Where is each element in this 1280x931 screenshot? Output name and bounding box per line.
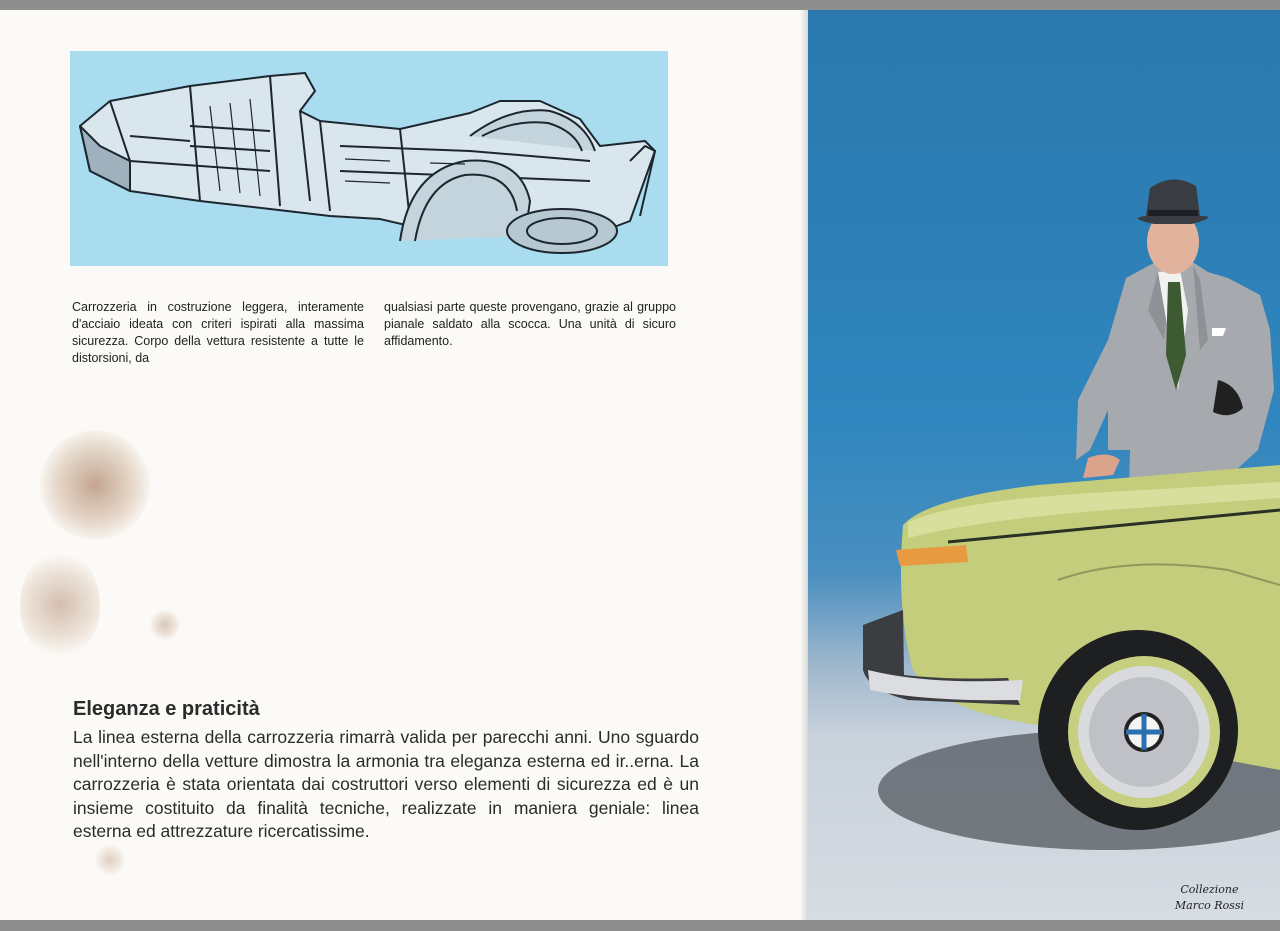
right-page [808, 10, 1280, 920]
chassis-caption-right: qualsiasi parte queste provengano, grazie al gruppo pianale saldato alla scocca. Una unità di sicuro affidamento. [384, 299, 676, 348]
car-chassis-icon [70, 51, 668, 266]
paper-stain [40, 430, 150, 540]
chassis-caption-left: Carrozzeria in costruzione leggera, interamente d'acciaio ideata con criteri ispirati alla massima sicurezza. Corpo della vettura resistente a tutte le distorsioni, da [72, 299, 364, 365]
paper-stain [20, 550, 100, 660]
chassis-illustration [70, 51, 668, 266]
brochure-spread [0, 10, 1280, 920]
collection-credit [1175, 882, 1244, 914]
section-heading: Eleganza e praticità [73, 698, 260, 720]
credit-line-1: Collezione [1180, 883, 1239, 896]
left-page [0, 10, 808, 920]
man-with-car-photo [808, 10, 1280, 920]
paper-stain [95, 845, 125, 875]
credit-line-2: Marco Rossi [1174, 899, 1244, 912]
paper-stain [150, 610, 180, 640]
section-body: La linea esterna della carrozzeria rimarrà valida per parecchi anni. Uno sguardo nell'interno della vetture dimostra la armonia tra eleganza esterna ed ir..erna. La carrozzeria è stata orientata dai costruttori verso elementi di sicurezza ed è un insieme costituito da finalità tecniche, realizzate in maniera geniale: linea esterna ed attrezzature ricercatissime. [73, 727, 699, 841]
